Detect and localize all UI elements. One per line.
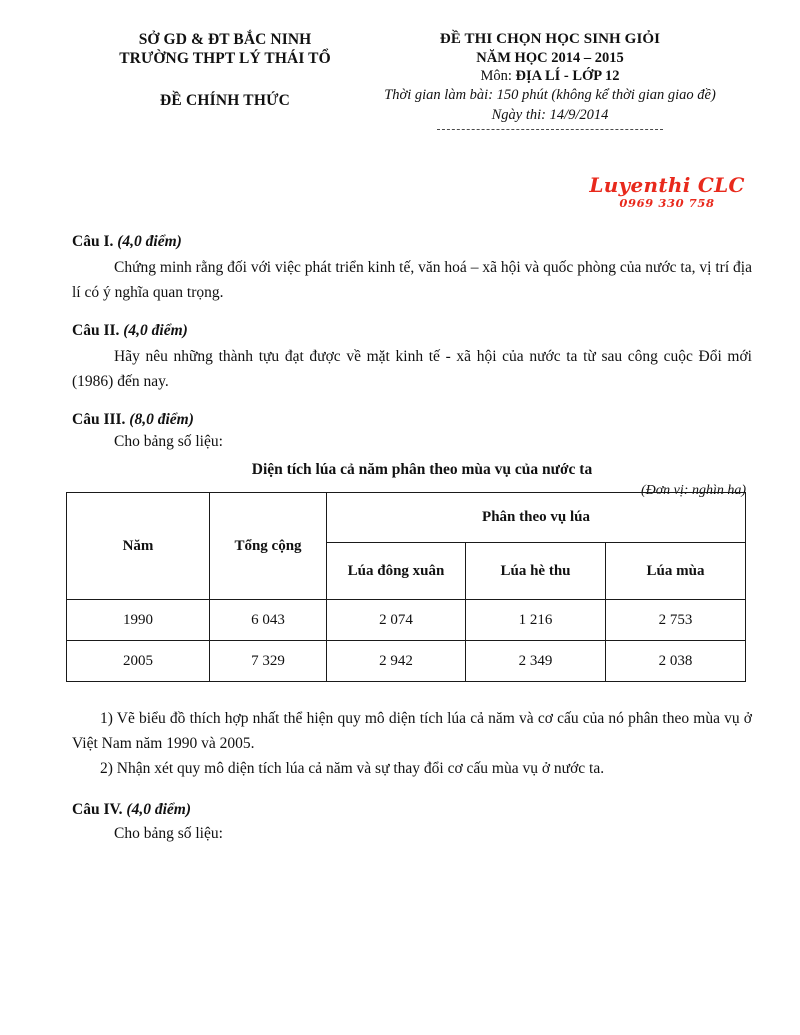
question-4-heading	[72, 800, 752, 820]
question-4-prompt: Cho bảng số liệu:	[114, 825, 223, 842]
rice-area-table	[66, 492, 746, 682]
exam-date: Ngày thi: 14/9/2014	[491, 107, 609, 123]
subject-prefix: Môn:	[480, 68, 516, 84]
table-row	[67, 600, 746, 641]
cell-he-thu: 2 349	[466, 641, 606, 682]
cell-dong-xuan: 2 074	[327, 600, 466, 641]
department-name: SỞ GD & ĐT BẮC NINH	[138, 31, 312, 48]
question-3-label: Câu III.	[72, 411, 126, 428]
question-2-heading	[72, 321, 752, 341]
cell-year: 2005	[67, 641, 210, 682]
question-2-text: Hãy nêu những thành tựu đạt được về mặt kinh tế - xã hội của nước ta từ sau công cuộc Đổi mới (1986) đến nay.	[72, 348, 752, 390]
question-2-points: (4,0 điểm)	[123, 322, 188, 339]
header-divider	[437, 129, 663, 130]
table-row	[67, 641, 746, 682]
question-1-label: Câu I.	[72, 233, 114, 250]
question-2-label: Câu II.	[72, 322, 120, 339]
question-3-heading	[72, 410, 752, 430]
subject-line	[340, 67, 760, 86]
header-season-group: Phân theo vụ lúa	[327, 493, 746, 543]
table-unit-label: (Đơn vị: nghìn ha)	[640, 483, 746, 498]
header-dong-xuan: Lúa đông xuân	[327, 543, 466, 600]
cell-dong-xuan: 2 942	[327, 641, 466, 682]
cell-lua-mua: 2 038	[606, 641, 746, 682]
question-4-label: Câu IV.	[72, 801, 123, 818]
logo-phone-number: 0969 330 758	[619, 196, 715, 210]
table-title: Diện tích lúa cả năm phân theo mùa vụ của nước ta	[251, 461, 593, 478]
cell-lua-mua: 2 753	[606, 600, 746, 641]
rice-area-table-container	[66, 492, 745, 682]
exam-title: ĐỀ THI CHỌN HỌC SINH GIỎI	[439, 31, 661, 47]
subject-name: ĐỊA LÍ - LỚP 12	[515, 68, 620, 84]
question-3-points: (8,0 điểm)	[129, 411, 194, 428]
cell-year: 1990	[67, 600, 210, 641]
question-3-prompt: Cho bảng số liệu:	[114, 433, 223, 450]
school-year: NĂM HỌC 2014 – 2015	[476, 50, 624, 66]
question-1-text: Chứng minh rằng đối với việc phát triển kinh tế, văn hoá – xã hội và quốc phòng của nước ta, vị trí địa lí có ý nghĩa quan trọng.	[72, 259, 752, 301]
header-year: Năm	[67, 493, 210, 600]
cell-total: 6 043	[210, 600, 327, 641]
header-he-thu: Lúa hè thu	[466, 543, 606, 600]
document-header	[0, 30, 800, 160]
table-body	[67, 600, 746, 682]
header-right-block	[340, 30, 760, 130]
table-header-row-group	[67, 493, 746, 543]
header-lua-mua: Lúa mùa	[606, 543, 746, 600]
question-1-heading	[72, 232, 752, 252]
header-total: Tổng cộng	[210, 493, 327, 600]
question-1-points: (4,0 điểm)	[117, 233, 182, 250]
post-table-content	[72, 706, 752, 845]
school-name: TRƯỜNG THPT LÝ THÁI TỔ	[119, 50, 331, 67]
official-exam-label: ĐỀ CHÍNH THỨC	[159, 92, 291, 109]
exam-content	[72, 232, 752, 499]
exam-duration: Thời gian làm bài: 150 phút (không kể thời gian giao đề)	[384, 87, 716, 103]
luyenthi-clc-logo	[572, 174, 762, 210]
question-3-item-2: 2) Nhận xét quy mô diện tích lúa cả năm và sự thay đổi cơ cấu mùa vụ ở nước ta.	[100, 760, 605, 777]
logo-brand-text: Luyenthi CLC	[589, 173, 745, 197]
question-4-points: (4,0 điểm)	[126, 801, 191, 818]
cell-he-thu: 1 216	[466, 600, 606, 641]
table-head	[67, 493, 746, 600]
cell-total: 7 329	[210, 641, 327, 682]
question-3-item-1: 1) Vẽ biểu đồ thích hợp nhất thể hiện quy mô diện tích lúa cả năm và cơ cấu của nó phân theo mùa vụ ở Việt Nam năm 1990 và 2005.	[72, 710, 752, 752]
